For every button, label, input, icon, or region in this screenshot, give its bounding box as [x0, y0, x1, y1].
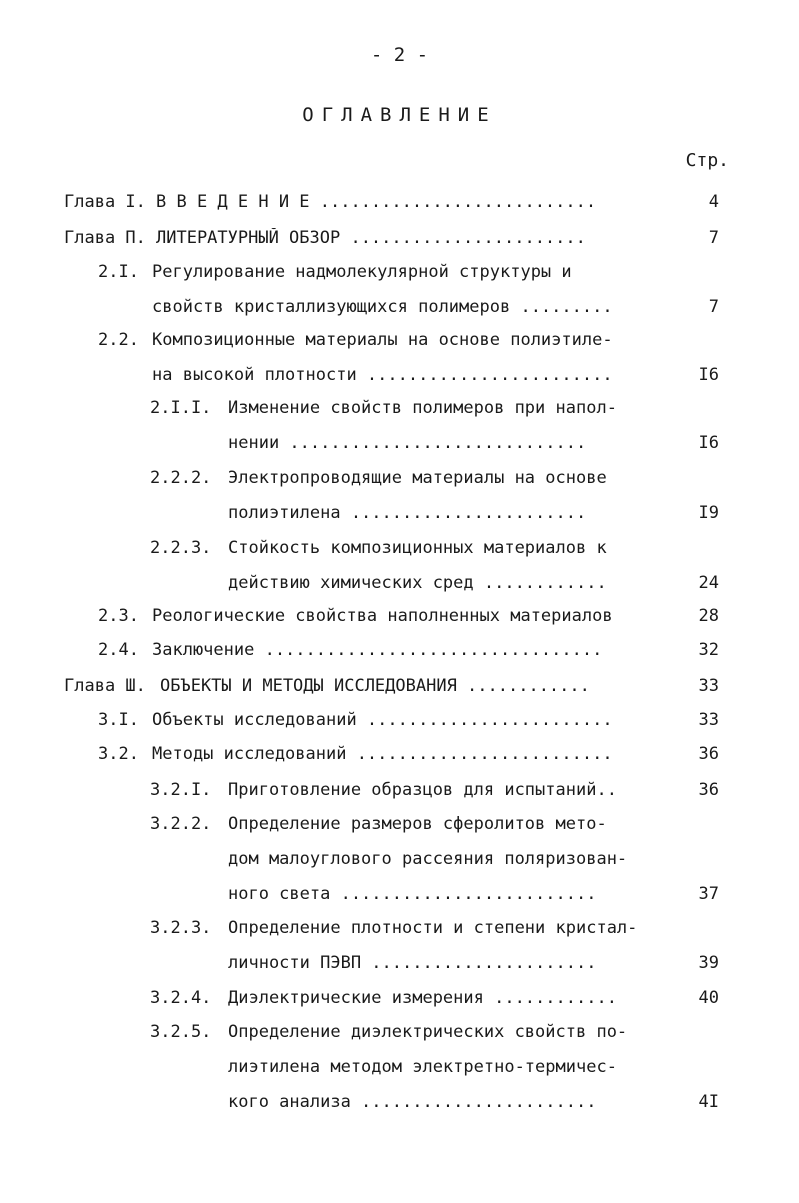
toc-entry-page: 7 — [708, 297, 719, 317]
toc-entry-text: Изменение свойств полимеров при напол- — [228, 398, 617, 418]
toc-entry-number: 2.4. — [98, 640, 139, 660]
toc-entry-page: 24 — [698, 573, 719, 593]
toc-entry-number: 2.I. — [98, 262, 139, 282]
toc-entry-text: ОБЪЕКТЫ И МЕТОДЫ ИССЛЕДОВАНИЯ ............ — [160, 676, 590, 696]
toc-entry-page: 36 — [698, 744, 719, 764]
toc-entry-number: 2.2.3. — [150, 538, 212, 558]
toc-entry-text: дом малоуглового рассеяния поляризован- — [228, 849, 628, 869]
toc-entry-page: 7 — [708, 228, 719, 248]
toc-entry-number: Глава Ш. — [64, 676, 146, 696]
toc-entry-text: Стойкость композиционных материалов к — [228, 538, 607, 558]
toc-entry-page: 33 — [698, 676, 719, 696]
page-column-header: Стр. — [685, 150, 729, 171]
toc-entry-page: I9 — [698, 503, 719, 523]
toc-entry-page: 40 — [698, 988, 719, 1008]
page-title: ОГЛАВЛЕНИЕ — [302, 104, 497, 126]
toc-entry-page: I6 — [698, 365, 719, 385]
toc-entry-text: на высокой плотности ........................ — [152, 365, 613, 385]
toc-entry-text: Диэлектрические измерения ............ — [228, 988, 617, 1008]
toc-entry-page: 36 — [698, 780, 719, 800]
toc-entry-number: Глава П. — [64, 228, 146, 248]
toc-entry-number: 2.2. — [98, 330, 139, 350]
toc-entry-number: 2.3. — [98, 606, 139, 626]
toc-entry-text: Регулирование надмолекулярной структуры и — [152, 262, 572, 282]
toc-entry-text: Электропроводящие материалы на основе — [228, 468, 607, 488]
toc-entry-text: Методы исследований ......................... — [152, 744, 613, 764]
toc-entry-text: нении ............................. — [228, 433, 587, 453]
toc-entry-text: полиэтилена ....................... — [228, 503, 587, 523]
toc-entry-page: 39 — [698, 953, 719, 973]
toc-entry-number: 3.2. — [98, 744, 139, 764]
toc-entry-number: 3.2.5. — [150, 1022, 212, 1042]
toc-entry-number: 2.I.I. — [150, 398, 212, 418]
toc-entry-text: Композиционные материалы на основе полиэтиле- — [152, 330, 613, 350]
toc-entry-page: 4I — [698, 1092, 719, 1112]
toc-entry-page: 4 — [708, 192, 719, 212]
toc-entry-number: 3.2.I. — [150, 780, 212, 800]
toc-entry-number: 3.2.4. — [150, 988, 212, 1008]
toc-entry-page: 33 — [698, 710, 719, 730]
toc-entry-number: 3.2.2. — [150, 814, 212, 834]
page-number: - 2 - — [370, 44, 429, 66]
toc-entry-number: 3.2.3. — [150, 918, 212, 938]
toc-entry-text: Реологические свойства наполненных материалов — [152, 606, 613, 626]
toc-entry-text: Объекты исследований ........................ — [152, 710, 613, 730]
toc-entry-text: ного света ......................... — [228, 884, 597, 904]
toc-entry-text: Определение размеров сферолитов мето- — [228, 814, 607, 834]
toc-entry-page: I6 — [698, 433, 719, 453]
toc-entry-page: 32 — [698, 640, 719, 660]
toc-entry-number: 3.I. — [98, 710, 139, 730]
toc-entry-text: Определение плотности и степени кристал- — [228, 918, 638, 938]
toc-entry-text: ЛИТЕРАТУРНЫЙ ОБЗОР ....................... — [156, 228, 586, 248]
toc-entry-text: Приготовление образцов для испытаний.. — [228, 780, 617, 800]
toc-entry-text: Определение диэлектрических свойств по- — [228, 1022, 628, 1042]
toc-entry-number: Глава I. — [64, 192, 146, 212]
toc-entry-page: 37 — [698, 884, 719, 904]
toc-entry-page: 28 — [698, 606, 719, 626]
toc-entry-text: лиэтилена методом электретно-термичес- — [228, 1057, 617, 1077]
toc-entry-text: кого анализа ....................... — [228, 1092, 597, 1112]
toc-entry-text: свойств кристаллизующихся полимеров ......... — [152, 297, 613, 317]
toc-entry-text: действию химических сред ............ — [228, 573, 607, 593]
toc-entry-text: личности ПЭВП ...................... — [228, 953, 597, 973]
toc-entry-text: В В Е Д Е Н И Е ........................... — [156, 192, 597, 212]
toc-entry-text: Заключение ................................. — [152, 640, 603, 660]
toc-entry-number: 2.2.2. — [150, 468, 212, 488]
